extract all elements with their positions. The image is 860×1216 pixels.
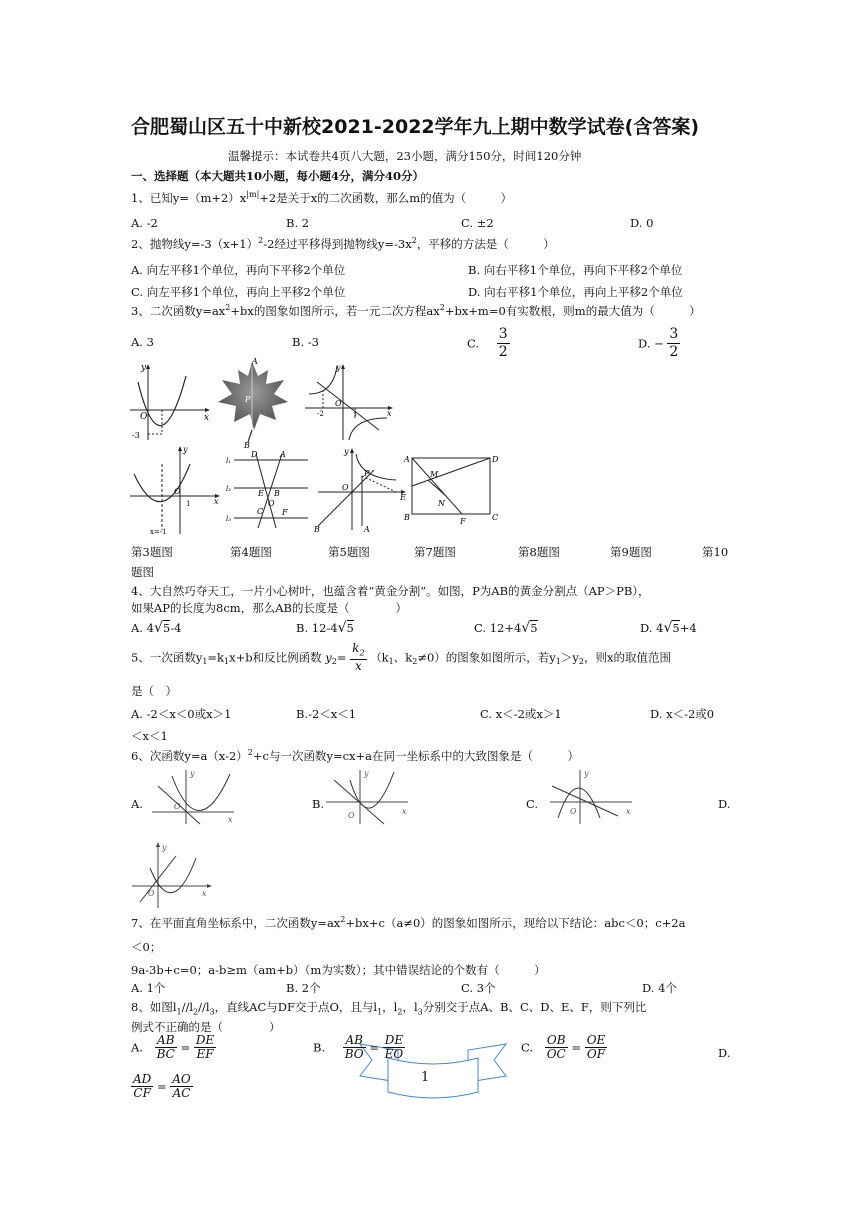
- q6-option-a-label: A.: [131, 797, 143, 811]
- figure-9: [312, 446, 408, 534]
- paper-title: 合肥蜀山区五十中新校2021-2022学年九上期中数学试卷(含答案): [131, 116, 700, 138]
- fig8-l2: l₂: [226, 485, 232, 493]
- fig3-y-label: y: [141, 363, 147, 373]
- caption-fig10-cont: 题图: [131, 565, 154, 579]
- svg-text:O: O: [570, 807, 577, 816]
- q5-option-c: C. x＜-2或x＞1: [480, 707, 562, 721]
- page-number: 1: [421, 1070, 430, 1085]
- q5-option-b: B.-2＜x＜1: [296, 707, 357, 721]
- q7-option-c: C. 3个: [461, 981, 496, 995]
- fig8-label-f: F: [282, 508, 288, 517]
- q8-option-c: C. $\frac{OB}{OC}$ = $\frac{OE}{OF}$: [521, 1033, 606, 1061]
- svg-text:y: y: [190, 769, 195, 778]
- q2-option-c: C. 向左平移1个单位，再向上平移2个单位: [131, 285, 346, 299]
- question-8-stem-cont: 例式不正确的是（ ）: [131, 1020, 281, 1034]
- q1-option-a: A. -2: [131, 216, 158, 230]
- fig7-one-label: 1: [186, 500, 191, 508]
- q5-option-d: D. x＜-2或0: [650, 707, 715, 721]
- q8-option-d: $\frac{AD}{CF}$ = $\frac{AO}{AC}$: [133, 1072, 191, 1100]
- q5-option-d-cont: ＜x＜1: [131, 729, 168, 743]
- fig10-label-a: A: [404, 455, 410, 464]
- question-4-stem: 4、大自然巧夺天工，一片小心树叶，也蕴含着“黄金分割”。如图，P为AB的黄金分割点（AP＞PB），: [131, 584, 650, 598]
- question-5-stem: 5、一次函数$y_1=k_1x+b$和反比例函数 $y_2=$ $\frac{k_2}{x}$ （$k_1$、$k_2\ne 0$）的图象如图所示，若$y_1>y_2$，则x的取值范围: [131, 641, 671, 674]
- question-1-stem: 1、已知$y=(m+2)x^{|m|}+2$是关于x的二次函数，那么m的值为（ ）: [131, 190, 513, 205]
- q3-option-d: D. − $\frac{3}{2}$: [638, 326, 679, 360]
- svg-text:x: x: [202, 889, 207, 898]
- figure-10: [400, 450, 504, 526]
- fig4-label-b: B: [244, 441, 250, 448]
- q2-option-a: A. 向左平移1个单位，再向下平移2个单位: [131, 263, 346, 277]
- svg-text:O: O: [148, 889, 155, 898]
- fig4-label-p: P: [245, 395, 251, 404]
- question-6-stem: 6、次函数$y=a(x-2)^2+c$与一次函数y=cx+a在同一坐标系中的大致图象是（ ）: [131, 748, 580, 763]
- svg-text:O: O: [174, 802, 181, 811]
- svg-text:x: x: [228, 815, 233, 824]
- q6-graph-a: [150, 766, 238, 826]
- q4-option-b: B. 12-4√5: [296, 620, 354, 636]
- figure-7: [128, 444, 224, 536]
- caption-fig5: 第5题图: [328, 545, 370, 559]
- q7-option-b: B. 2个: [286, 981, 321, 995]
- question-7-conclusions: 9a-3b+c=0；a-b≥m（am+b）（m为实数）；其中错误结论的个数有（ ）: [131, 963, 546, 977]
- svg-text:y: y: [584, 769, 589, 778]
- q4-option-a: A. 4√5-4: [131, 620, 182, 636]
- q6-graph-c: [548, 766, 636, 826]
- fig5-one-label: 1: [353, 410, 358, 418]
- figure-3: [128, 362, 213, 442]
- q8-option-a: A. $\frac{AB}{BC}$ = $\frac{DE}{EF}$: [131, 1033, 215, 1061]
- svg-text:O: O: [348, 811, 355, 820]
- fig7-x-label: x: [214, 497, 219, 506]
- fig10-label-d: D: [492, 455, 499, 464]
- q3-option-b: B. -3: [292, 335, 319, 349]
- caption-fig10: 第10: [702, 545, 729, 559]
- figure-4-leaf: [212, 356, 292, 448]
- fig4-label-a: A: [252, 357, 258, 366]
- fig9-label-a: A: [364, 525, 370, 534]
- fig5-y-label: y: [336, 363, 341, 372]
- caption-fig4: 第4题图: [230, 545, 272, 559]
- q6-graph-d: [130, 840, 218, 910]
- q8-option-b: B. $\frac{AB}{BO}$ = $\frac{DE}{EO}$: [313, 1033, 404, 1061]
- fig10-label-b: B: [404, 513, 410, 522]
- fig8-label-e: E: [258, 489, 264, 498]
- question-7-stem-cont: ＜0；: [131, 940, 162, 954]
- fig10-label-c: C: [492, 513, 499, 522]
- fig8-label-c: C: [257, 507, 264, 516]
- q7-option-d: D. 4个: [642, 981, 677, 995]
- q8-option-d-label: D.: [718, 1046, 731, 1060]
- caption-fig9: 第9题图: [610, 545, 652, 559]
- fig3-origin-label: O: [140, 412, 148, 422]
- question-3-stem: 3、二次函数$y=ax^2+bx$的图象如图所示，若一元二次方程$ax^2+bx+m=0$有实数根，则m的最大值为（ ）: [131, 303, 701, 318]
- fig7-y-label: y: [183, 445, 188, 454]
- fig3-neg3-label: -3: [132, 431, 140, 440]
- q2-option-b: B. 向右平移1个单位，再向下平移2个单位: [468, 263, 683, 277]
- q1-option-c: C. ±2: [461, 216, 494, 230]
- q3-option-c: C. $\frac{3}{2}$: [467, 326, 508, 360]
- q1-option-b: B. 2: [286, 216, 310, 230]
- fig8-label-o: O: [268, 499, 275, 508]
- section-heading: 一、选择题（本大题共10小题，每小题4分，满分40分）: [131, 169, 425, 183]
- q4-option-d: D. 4√5+4: [640, 620, 697, 636]
- q7-option-a: A. 1个: [131, 981, 166, 995]
- caption-fig7: 第7题图: [414, 545, 456, 559]
- q4-option-c: C. 12+4√5: [474, 620, 538, 636]
- q5-option-a: A. -2＜x＜0或x＞1: [131, 707, 232, 721]
- fig7-origin-label: O: [174, 487, 181, 496]
- fig3-x-label: x: [204, 413, 210, 423]
- q3-option-a: A. 3: [131, 335, 154, 349]
- caption-fig3: 第3题图: [131, 545, 173, 559]
- fig8-l1: l₁: [226, 457, 232, 465]
- fig5-neg2-label: -2: [317, 410, 324, 418]
- svg-text:x: x: [402, 807, 407, 816]
- question-5-stem-cont: 是（ ）: [131, 684, 177, 698]
- caption-fig8: 第8题图: [518, 545, 560, 559]
- fig9-label-e: E: [400, 493, 406, 502]
- fig8-label-d: D: [251, 450, 258, 459]
- svg-text:y: y: [364, 769, 369, 778]
- q1-option-d: D. 0: [630, 216, 654, 230]
- q6-graph-b: [324, 766, 412, 826]
- svg-text:x: x: [626, 807, 631, 816]
- q6-option-c-label: C.: [526, 797, 539, 811]
- question-7-stem: 7、在平面直角坐标系中，二次函数$y=ax^2+bx+c(a\ne 0)$的图象如图所示，现给以下结论：abc＜0；c+2a: [131, 915, 686, 930]
- figure-8: [224, 448, 312, 532]
- fig10-label-m: M: [430, 470, 439, 479]
- fig10-label-n: N: [438, 499, 445, 508]
- fig8-label-b: B: [274, 489, 280, 498]
- fig5-x-label: x: [387, 409, 392, 418]
- exam-tip: 温馨提示：本试卷共4页八大题，23小题，满分150分，时间120分钟: [228, 149, 582, 163]
- q6-option-d-label: D.: [718, 797, 731, 811]
- fig9-origin-label: O: [342, 483, 349, 492]
- fig7-axis-label: x=-1: [150, 528, 167, 536]
- question-4-stem-cont: 如果AP的长度为8cm，那么AB的长度是（ ）: [131, 601, 407, 615]
- q6-option-b-label: B.: [312, 797, 325, 811]
- fig5-origin-label: O: [335, 399, 342, 408]
- fig10-label-f: F: [460, 517, 466, 526]
- fig8-l3: l₃: [226, 515, 232, 523]
- fig9-y-label: y: [344, 447, 349, 456]
- question-8-stem: 8、如图$l_1//l_2//l_3$，直线AC与DF交于点O，且与$l_1$，$l_2$，$l_3$分别交于点A、B、C、D、E、F，则下列比: [131, 1000, 647, 1017]
- fig9-label-b: B: [314, 525, 320, 534]
- svg-text:y: y: [162, 843, 167, 852]
- figure-5: [303, 362, 395, 442]
- fig9-label-p: P: [364, 469, 370, 478]
- question-2-stem: 2、抛物线$y=-3(x+1)^2-2$经过平移得到抛物线$y=-3x^2$，平移的方法是（ ）: [131, 236, 555, 251]
- q2-option-d: D. 向右平移1个单位，再向上平移2个单位: [468, 285, 683, 299]
- fig8-label-a: A: [280, 450, 286, 459]
